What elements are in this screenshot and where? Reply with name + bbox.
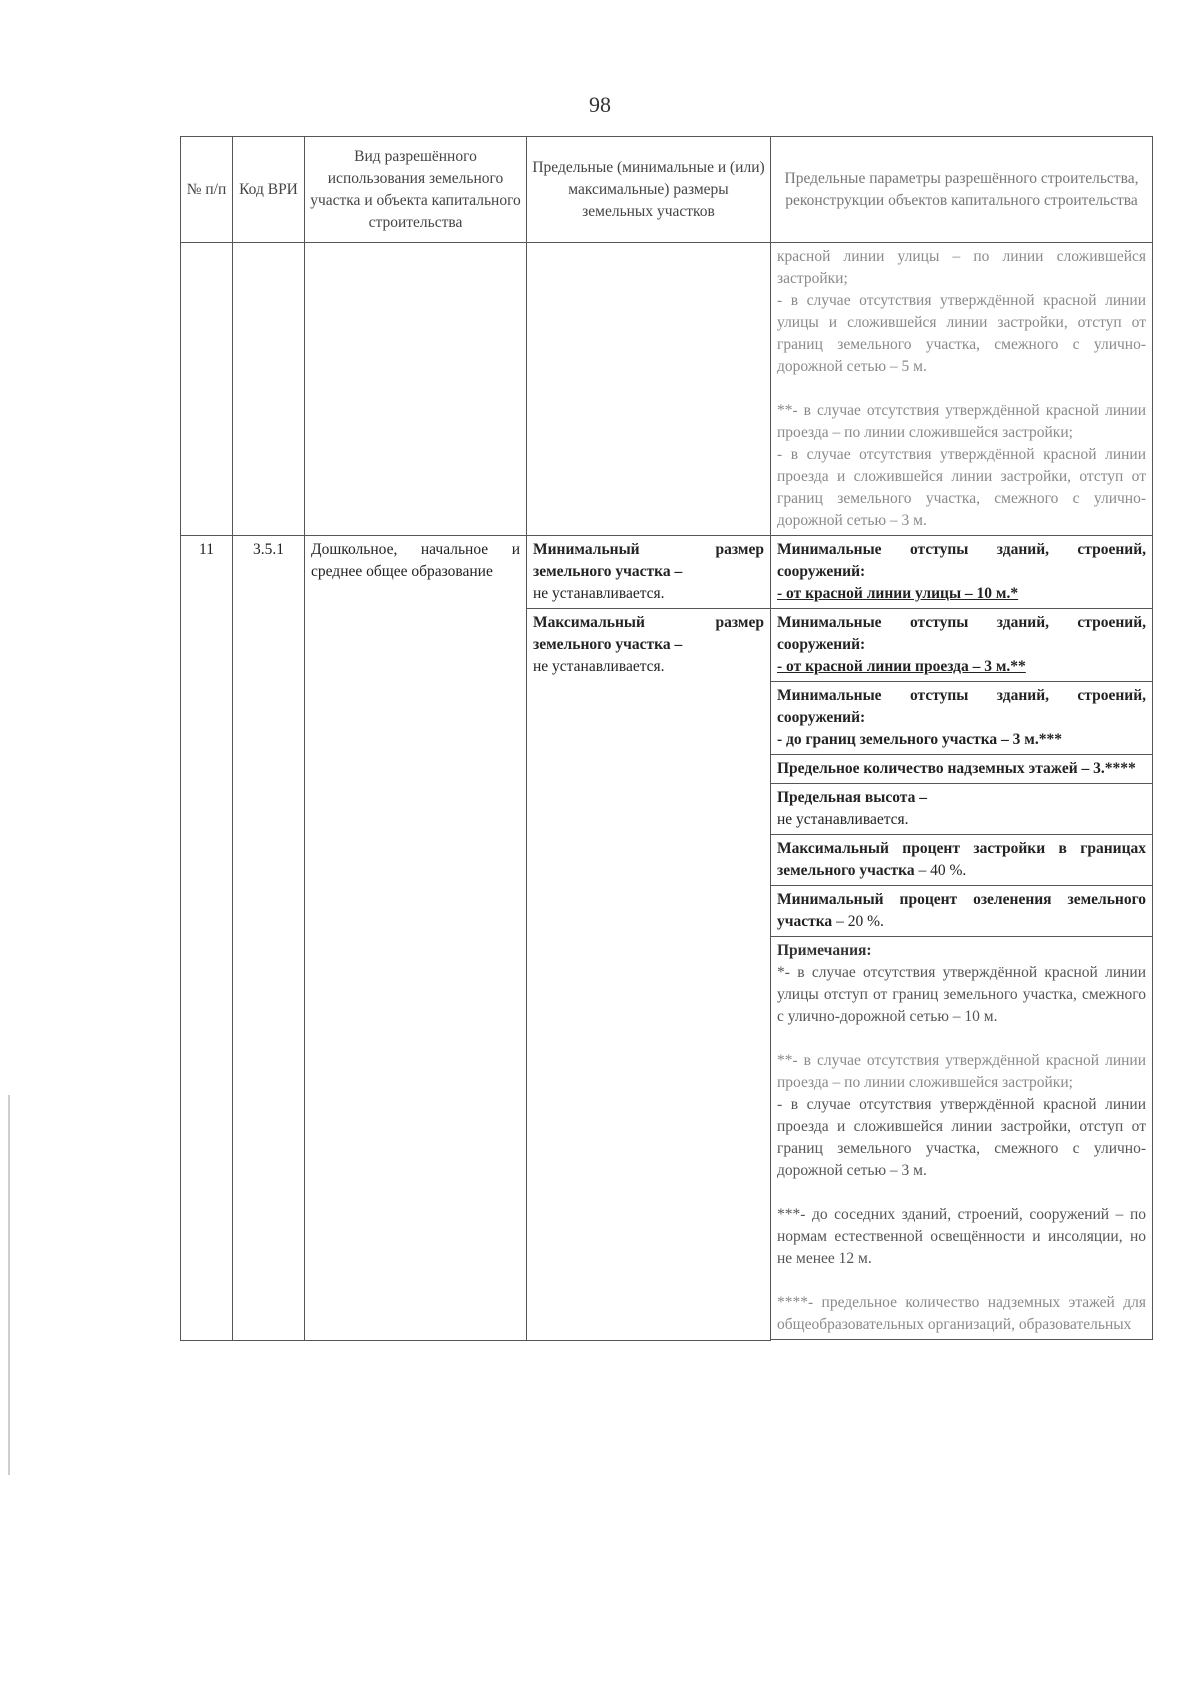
cell-notes	[771, 937, 1153, 1340]
header-parameters: Предельные параметры разрешённого строительства, реконструкции объектов капитального строительства	[771, 137, 1153, 243]
min-size-title: Минимальный размер земельного участка –	[533, 541, 764, 580]
param-value: - от красной линии улицы – 10 м.*	[777, 585, 1019, 602]
row-use-type: Дошкольное, начальное и среднее общее образование	[305, 536, 527, 1341]
cell-empty	[305, 243, 527, 536]
header-use-type: Вид разрешённого использования земельного участка и объекта капитального строительства	[305, 137, 527, 243]
note-text: - в случае отсутствия утверждённой красной линии проезда и сложившейся линии застройки, отступ от границ земельного участка, смежного с улично-дорожной сетью – 3 м.	[777, 446, 1146, 529]
param-value: – 3.****	[1077, 760, 1136, 777]
cell-param-5	[771, 784, 1153, 835]
scan-edge-mark	[8, 1095, 10, 1475]
notes-title: Примечания:	[777, 942, 872, 959]
min-size-value: не устанавливается.	[533, 585, 665, 602]
row-number: 11	[181, 536, 233, 1341]
cell-param-2	[771, 609, 1153, 682]
note-text: - в случае отсутствия утверждённой красной линии улицы и сложившейся линии застройки, отступ от границ земельного участка, смежного с улично-дорожной сетью – 5 м.	[777, 292, 1146, 375]
cell-empty	[181, 243, 233, 536]
header-code: Код ВРИ	[233, 137, 305, 243]
cell-param-3	[771, 682, 1153, 755]
param-title: Минимальные отступы зданий, строений, сооружений:	[777, 687, 1146, 726]
header-number: № п/п	[181, 137, 233, 243]
table-row	[181, 536, 1153, 609]
table-row-continuation	[181, 243, 1153, 536]
param-title: Предельное количество надземных этажей	[777, 760, 1078, 777]
page-number: 98	[589, 92, 611, 117]
note-text: ***- до соседних зданий, строений, сооружений – по нормам естественной освещённости и инсоляции, но не менее 12 м.	[777, 1206, 1146, 1267]
note-text: красной линии улицы – по линии сложившейся застройки;	[777, 248, 1146, 287]
max-size-value: не устанавливается.	[533, 658, 665, 675]
table-header-row	[181, 137, 1153, 243]
cell-max-size	[527, 609, 771, 1341]
note-text: **- в случае отсутствия утверждённой красной линии проезда – по линии сложившейся застройки;	[777, 1052, 1146, 1091]
param-value: не устанавливается.	[777, 811, 909, 828]
cell-param-7	[771, 886, 1153, 937]
header-plot-size: Предельные (минимальные и (или) максимальные) размеры земельных участков	[527, 137, 771, 243]
cell-empty	[233, 243, 305, 536]
cell-empty	[527, 243, 771, 536]
max-size-title: Максимальный размер земельного участка –	[533, 614, 764, 653]
note-text: ****- предельное количество надземных этажей для общеобразовательных организаций, образовательных	[777, 1294, 1146, 1333]
param-title: Предельная высота –	[777, 789, 927, 806]
param-title: Максимальный процент застройки в границах земельного участка	[777, 840, 1146, 879]
param-title: Минимальный процент озеленения земельного участка	[777, 891, 1146, 930]
param-title: Минимальные отступы зданий, строений, сооружений:	[777, 614, 1146, 653]
cell-param-1	[771, 536, 1153, 609]
param-title: Минимальные отступы зданий, строений, сооружений:	[777, 541, 1146, 580]
note-text: **- в случае отсутствия утверждённой красной линии проезда – по линии сложившейся застройки;	[777, 402, 1146, 441]
cell-param-4	[771, 755, 1153, 784]
zoning-table	[180, 136, 1153, 1341]
note-text: *- в случае отсутствия утверждённой красной линии улицы отступ от границ земельного участка, смежного с улично-дорожной сетью – 10 м.	[777, 964, 1146, 1025]
row-code: 3.5.1	[233, 536, 305, 1341]
param-value: – 40 %.	[914, 862, 967, 879]
param-value: - до границ земельного участка – 3 м.***	[777, 731, 1062, 748]
param-value: - от красной линии проезда – 3 м.**	[777, 658, 1026, 675]
cell-min-size	[527, 536, 771, 609]
cell-param-6	[771, 835, 1153, 886]
param-value: – 20 %.	[832, 913, 884, 930]
cell-notes-continued	[771, 243, 1153, 536]
note-text: - в случае отсутствия утверждённой красной линии проезда и сложившейся линии застройки, отступ от границ земельного участка, смежного с улично-дорожной сетью – 3 м.	[777, 1096, 1146, 1179]
